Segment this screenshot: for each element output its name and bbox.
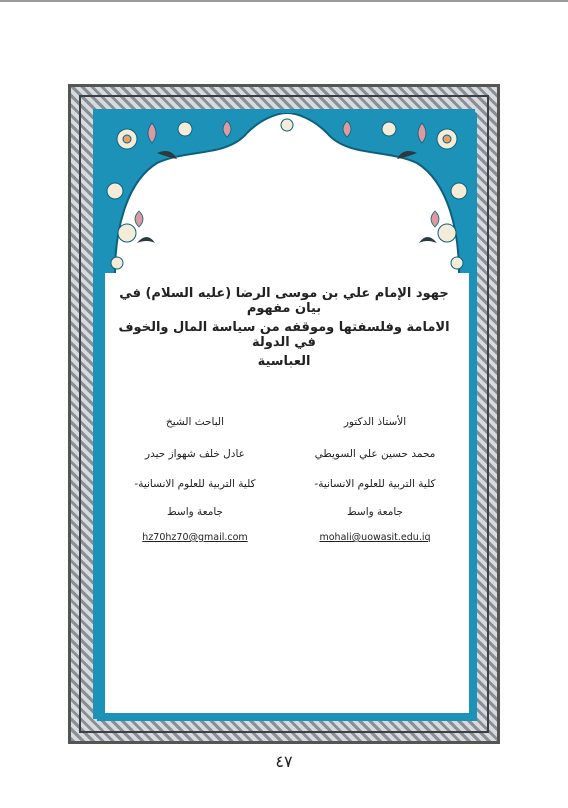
page-number: ٤٧ [275,752,293,771]
author-right-university: جامعة واسط [346,506,404,518]
top-rule [0,0,568,2]
author-right-name: محمد حسين علي السويطي [314,448,436,460]
ornamental-frame [68,84,500,744]
author-left-university: جامعة واسط [166,506,224,518]
title-line-3: العباسية [257,354,311,369]
content-panel [93,109,475,719]
author-right-email[interactable]: mohali@uowasit.edu.iq [319,532,431,543]
author-left-name: عادل خلف شهواز حيدر [145,448,245,460]
author-left-role: الباحث الشيخ [165,416,225,428]
author-right-affiliation: كلية التربية للعلوم الانسانية- [314,478,436,490]
author-left-email[interactable]: hz70hz70@gmail.com [142,532,248,543]
title-line-1: جهود الإمام علي بن موسى الرضا (عليه السلام) في بيان مفهوم [119,286,449,316]
title-line-2: الامامة وفلسفتها وموقفه من سياسة المال والخوف في الدولة [118,320,450,350]
author-left-affiliation: كلية التربية للعلوم الانسانية- [134,478,256,490]
author-right-role: الأستاذ الدكتور [343,416,407,428]
